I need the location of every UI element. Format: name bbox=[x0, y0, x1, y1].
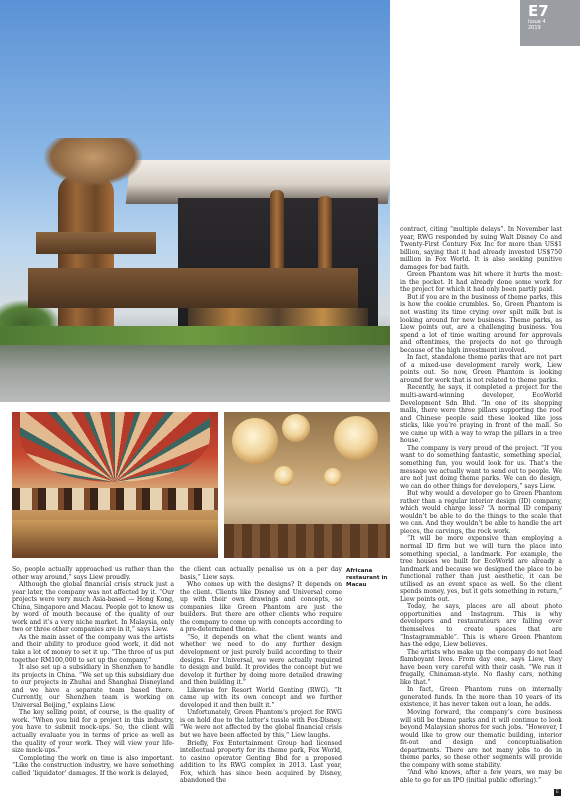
paragraph: The key selling point, of course, is the quality of work. “When you bid for a project in this industry, you have to submit mock-ups. So, the client will actually evaluate you in terms of price as well as the quality of your work. They will view your life-size mock-ups.” bbox=[12, 709, 174, 755]
page-number-tab bbox=[520, 0, 580, 46]
paragraph: In fact, standalone theme parks that are not part of a mixed-use development rarely work, Liew points out. So now, Green Phantom is looking around for work that is not related to theme parks. bbox=[400, 354, 562, 384]
paragraph: Green Phantom was hit where it hurts the most: in the pocket. It had already done some work for the project for which it had only been partly paid. bbox=[400, 271, 562, 294]
paragraph: “It will be more expensive than employing a normal ID firm but we will turn the place into something special, a landmark. For example, the tree houses we built for EcoWorld are already a landmark and because we designed the place to be functional rather than just aesthetic, it can be utilised as an event space as well. So the client spends money, yes, but it gets something in return,” Liew points out. bbox=[400, 535, 562, 603]
paragraph: Briefly, Fox Entertainment Group had licensed intellectual property for its theme park, Fox World, to casino operator Genting Bhd for a proposed addition to its RWG complex in 2013. Last year, Fox, which has since been acquired by Disney, abandoned the bbox=[180, 739, 342, 785]
caption-line: Macau bbox=[346, 582, 367, 588]
caption-line: restaurant in bbox=[346, 575, 388, 581]
africana-restaurant-photo bbox=[12, 412, 218, 558]
article-column-2 bbox=[180, 566, 342, 785]
restaurant-interior-photo bbox=[224, 412, 390, 558]
paragraph: Recently, he says, it completed a project for the multi-award-winning developer, EcoWorld Development Sdn Bhd. “In one of its shopping malls, there were three pillars supporting the roof and Chinese people said these looked like joss sticks, like you’re praying in front of the mall. So we came up with a way to wrap the pillars in a tree house.” bbox=[400, 384, 562, 445]
paragraph: the client can actually penalise us on a per day basis,” Liew says. bbox=[180, 566, 342, 581]
paragraph: In fact, Green Phantom runs on internally generated funds. In the more than 10 years of its existence, it has never taken out a loan, he adds. bbox=[400, 686, 562, 709]
paragraph: But why would a developer go to Green Phantom rather than a regular interior design (ID) company, which would charge less? “A normal ID company wouldn’t be able to do the things to the scale that we can. And they wouldn’t be able to handle the art pieces, the carvings, the rock work. bbox=[400, 490, 562, 535]
paragraph: The company is very proud of the project. “If you want to do something fantastic, something special, something fun, you would look for us. That’s the message we actually want to send out to people. We are not just doing theme parks. We can do design, we can do other things for developers,” says Liew. bbox=[400, 444, 562, 490]
photo-caption bbox=[346, 568, 390, 589]
paragraph: “And who knows, after a few years, we may be able to go for an IPO (initial public offering).” bbox=[400, 769, 562, 784]
paragraph: contract, citing “multiple delays”. In November last year, RWG responded by suing Walt Disney Co and Twenty-First Century Fox Inc for more than US$1 billion, saying that it had already invested US$750 million in Fox World. It is also seeking punitive damages for bad faith. bbox=[400, 226, 562, 271]
paragraph: The artists who make up the company do not lead flamboyant lives. From day one, says Liew, they have been very careful with their cash. “We run it frugally, Chinaman-style. No flashy cars, nothing like that.” bbox=[400, 648, 562, 686]
article-column-3 bbox=[400, 226, 562, 784]
paragraph: Moving forward, the company’s core business will still be theme parks and it will continue to look beyond Malaysian shores for such jobs. “However, I would like to grow our thematic building, interior fit-out and design and conceptualisation departments. There are not many jobs to do in theme parks, so these other segments will provide the company with some stability. bbox=[400, 709, 562, 769]
paragraph: Completing the work on time is also important. “Like the construction industry, we have something called ‘liquidator’ damages. If the work is delayed, bbox=[12, 754, 174, 777]
issue-line-2: 2019 bbox=[528, 25, 541, 31]
paragraph: So, people actually approached us rather than the other way around,” says Liew proudly. bbox=[12, 566, 174, 581]
issue-line-1: Issue 4 bbox=[528, 19, 546, 25]
paragraph: As the main asset of the company was the artists and their ability to produce good work, it did not take a lot of money to set it up. “The three of us put together RM100,000 to set up the company.” bbox=[12, 633, 174, 664]
page-number: E7 bbox=[528, 2, 549, 20]
paragraph: Unfortunately, Green Phantom’s project for RWG is on hold due to the latter’s tussle with Fox-Disney. “We were not affected by the global financial crisis but we have been affected by this,” Liew laughs. bbox=[180, 709, 342, 740]
caption-line: Africana bbox=[346, 568, 373, 574]
main-photo bbox=[0, 0, 390, 402]
article-column-1 bbox=[12, 566, 174, 777]
paragraph: Today, he says, places are all about photo opportunities and Instagram. This is why developers and restaurateurs are falling over themselves to create spaces that are “Instagrammable”. This is where Green Phantom has the edge, Liew believes. bbox=[400, 603, 562, 649]
paragraph: It also set up a subsidiary in Shenzhen to handle its projects in China. “We set up this subsidiary due to our projects in Zhuhai and Shanghai Disneyland and we have a separate team based there. Currently, our Shenzhen team is working on Universal Beijing,” explains Liew. bbox=[12, 664, 174, 709]
paragraph: Likewise for Resort World Genting (RWG). “It came up with its own concept and we further developed it and then built it.” bbox=[180, 686, 342, 709]
paragraph: “So, it depends on what the client wants and whether we need to do any further design development or just purely build according to their designs. For Universal, we were actually required to design and build. It provides the concept but we develop it further by doing more detailed drawing and then building it.” bbox=[180, 633, 342, 687]
paragraph: Who comes up with the designs? It depends on the client. Clients like Disney and Universal come up with their own drawings and concepts, so companies like Green Phantom are just the builders. But there are other clients who require the company to come up with concepts according to a pre-determined theme. bbox=[180, 581, 342, 634]
paragraph: But if you are in the business of theme parks, this is how the cookie crumbles. So, Green Phantom is not wasting its time crying over spilt milk but is looking around for new business. Theme parks, as Liew points out, are a challenging business. You spend a lot of time waiting around for approvals and oftentimes, the projects do not go through because of the high investment involved. bbox=[400, 293, 562, 354]
paragraph: Although the global financial crisis struck just a year later, the company was not affected by it. “Our projects were very much Asia-based — Hong Kong, China, Singapore and Macau. People got to know us by word of mouth because of the quality of our work and it’s a very niche market. In Malaysia, only two or three other companies are in it,” says Liew. bbox=[12, 581, 174, 634]
end-of-article-mark: E bbox=[554, 789, 561, 796]
